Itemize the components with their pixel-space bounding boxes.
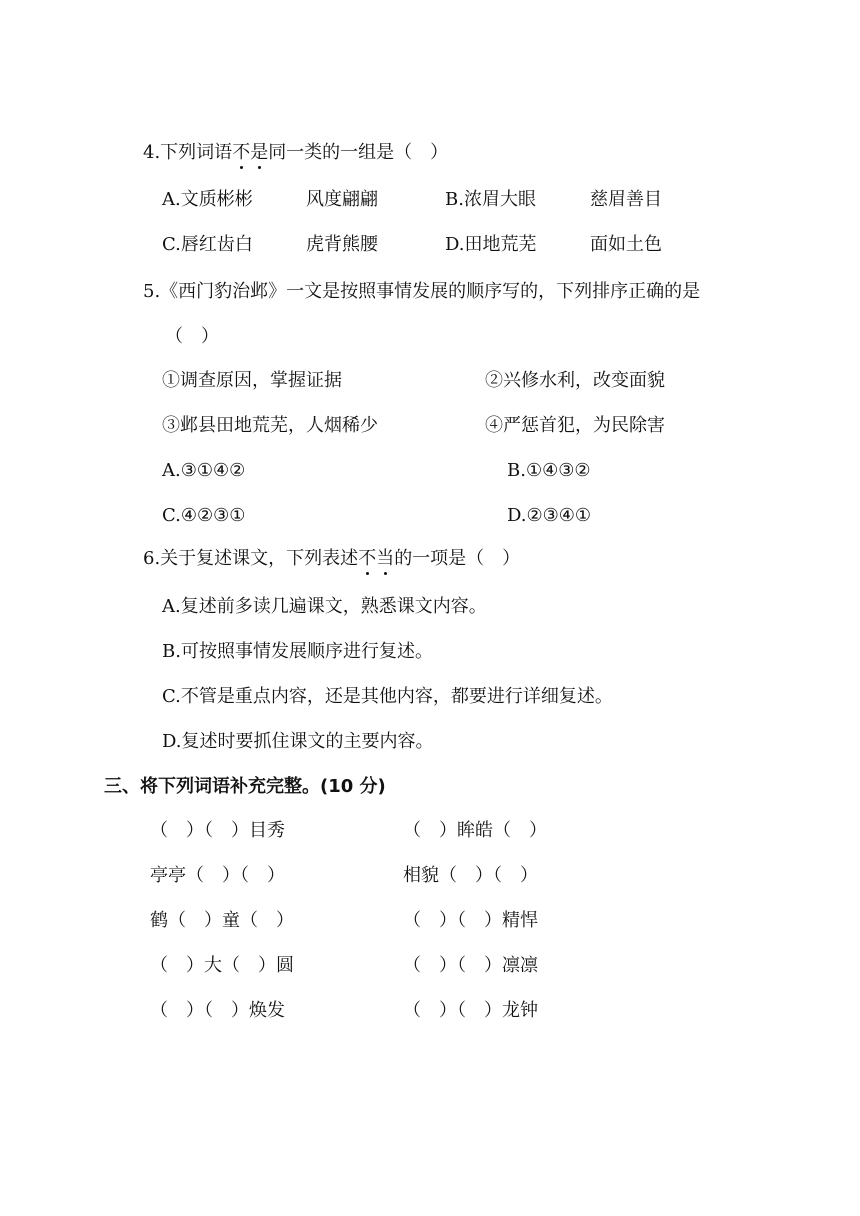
q5-item-1: ①调查原因，掌握证据 <box>162 370 342 391</box>
q4-emphasis-char1: 不 <box>232 142 251 163</box>
fill-item-right-5: （ ）（ ）龙钟 <box>403 1000 538 1021</box>
q5-item-4: ④严惩首犯，为民除害 <box>485 415 665 436</box>
q5-option-b: B.①④③② <box>507 460 591 481</box>
q5-option-d: D.②③④① <box>507 505 592 526</box>
q4-stem-part2: 同一类的一组是（ ） <box>268 142 449 163</box>
section-3-title: 三、将下列词语补充完整。(10 分) <box>104 776 386 797</box>
q6-stem <box>143 548 520 570</box>
q4-stem <box>143 142 448 164</box>
fill-item-left-1: （ ）（ ）目秀 <box>150 820 285 841</box>
q4-option-d-word2: 面如土色 <box>590 234 662 255</box>
fill-item-left-3: 鹤（ ）童（ ） <box>150 910 294 931</box>
q5-stem: 5.《西门豹治邺》一文是按照事情发展的顺序写的，下列排序正确的是 <box>143 281 701 302</box>
q4-option-a-word1: A.文质彬彬 <box>162 189 253 210</box>
q5-item-2: ②兴修水利，改变面貌 <box>485 370 665 391</box>
q4-emphasis-char2: 是 <box>250 142 269 163</box>
q4-option-a-word2: 风度翩翩 <box>306 189 378 210</box>
q6-option-d: D.复述时要抓住课文的主要内容。 <box>162 731 434 752</box>
q4-option-b-word1: B.浓眉大眼 <box>445 189 536 210</box>
q5-option-a: A.③①④② <box>162 460 246 481</box>
q4-option-d-word1: D.田地荒芜 <box>445 234 537 255</box>
q6-option-c: C.不管是重点内容，还是其他内容，都要进行详细复述。 <box>162 686 613 707</box>
q6-option-a: A.复述前多读几遍课文，熟悉课文内容。 <box>162 596 487 617</box>
q6-emphasis-char1: 不 <box>358 548 377 569</box>
fill-item-left-5: （ ）（ ）焕发 <box>150 1000 285 1021</box>
fill-item-right-4: （ ）（ ）凛凛 <box>403 955 538 976</box>
fill-item-right-1: （ ）眸皓（ ） <box>403 820 547 841</box>
q4-option-c-word2: 虎背熊腰 <box>306 234 378 255</box>
q4-option-b-word2: 慈眉善目 <box>590 189 662 210</box>
fill-item-left-2: 亭亭（ ）（ ） <box>150 865 285 886</box>
q4-option-c-word1: C.唇红齿白 <box>162 234 253 255</box>
q6-stem-part1: 6.关于复述课文，下列表述 <box>143 548 359 569</box>
fill-item-left-4: （ ）大（ ）圆 <box>150 955 294 976</box>
q5-item-3: ③邺县田地荒芜，人烟稀少 <box>162 415 378 436</box>
fill-item-right-3: （ ）（ ）精悍 <box>403 910 538 931</box>
q5-answer-paren: （ ） <box>165 326 219 347</box>
q5-option-c: C.④②③① <box>162 505 246 526</box>
q4-stem-part1: 4.下列词语 <box>143 142 233 163</box>
fill-item-right-2: 相貌（ ）（ ） <box>403 865 538 886</box>
q6-option-b: B.可按照事情发展顺序进行复述。 <box>162 641 433 662</box>
q6-stem-part2: 的一项是（ ） <box>394 548 521 569</box>
q6-emphasis-char2: 当 <box>376 548 395 569</box>
